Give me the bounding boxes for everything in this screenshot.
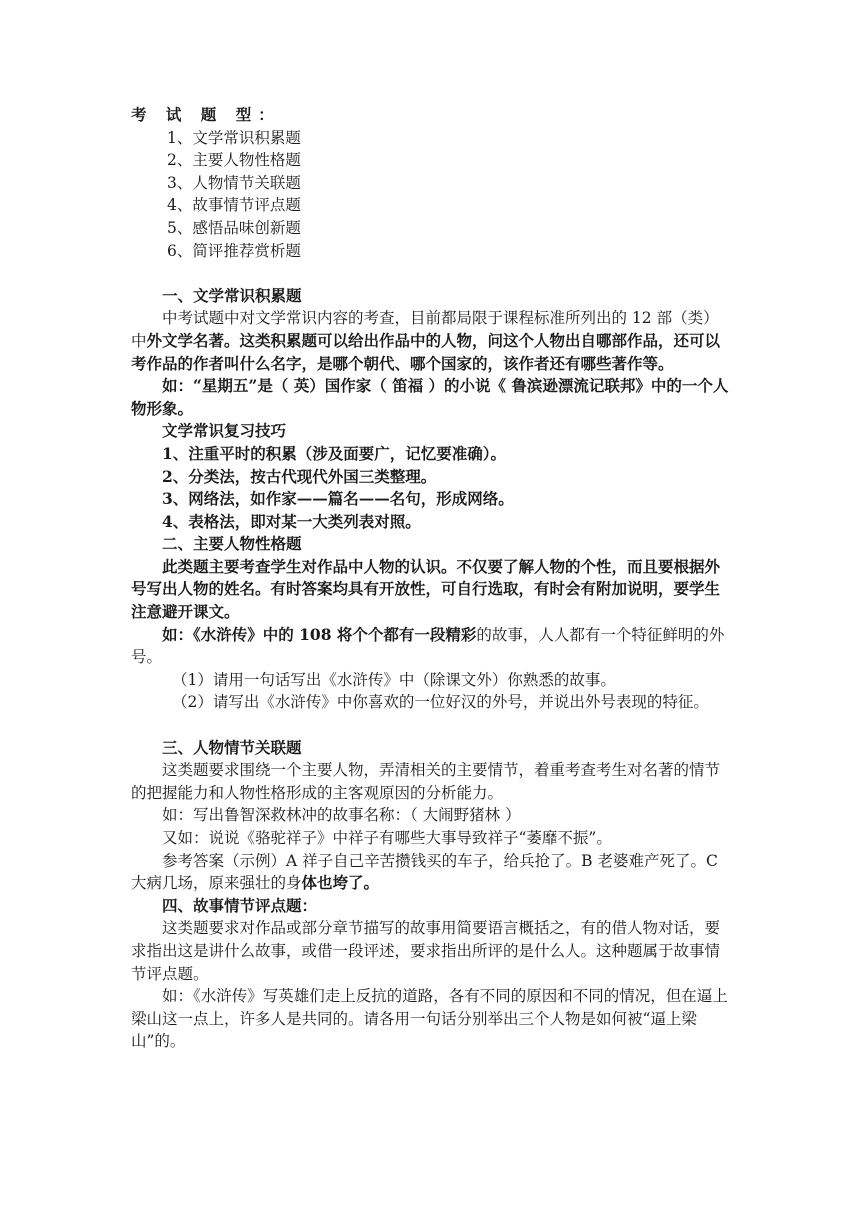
section1-paragraph-bold: 外文学名著。这类积累题可以给出作品中的人物，问这个人物出自哪部作品，还可以考作品的作者叫什么名字，是哪个朝代、哪个国家的，该作者还有哪些著作等。 bbox=[131, 330, 721, 373]
section2-example-bold: 如：《水浒传》中的 108 将个个都有一段精彩 bbox=[162, 624, 477, 644]
section4-example: 如：《水浒传》写英雄们走上反抗的道路，各有不同的原因和不同的情况，但在逼上梁山这一点上，许多人是共同的。请各用一句话分别举出三个人物是如何被“逼上梁山”的。 bbox=[131, 987, 728, 1051]
exam-type-item: 1、文学常识积累题 bbox=[167, 128, 301, 147]
blank-line bbox=[131, 262, 731, 285]
blank-line bbox=[131, 714, 731, 737]
exam-type-item: 4、故事情节评点题 bbox=[167, 196, 301, 215]
section2-heading: 二、主要人物性格题 bbox=[162, 534, 302, 554]
tips-heading: 文学常识复习技巧 bbox=[162, 421, 287, 441]
exam-type-item: 3、人物情节关联题 bbox=[167, 173, 301, 192]
section4-paragraph: 这类题要求对作品或部分章节描写的故事用简要语言概括之，有的借人物对话，要求指出这是讲什么故事，或借一段评述，要求指出所评的是什么人。这种题属于故事情节评点题。 bbox=[131, 919, 721, 983]
section1-heading: 一、文学常识积累题 bbox=[162, 285, 302, 305]
section3-heading: 三、人物情节关联题 bbox=[162, 737, 302, 757]
exam-type-item: 2、主要人物性格题 bbox=[167, 151, 301, 170]
exam-type-item: 5、感悟品味创新题 bbox=[167, 218, 301, 237]
section1-paragraph-normal: 中考试题中对文学常识内容的考查，目前都局限于课程标准所列出的 12 部（类）中 bbox=[131, 309, 719, 350]
tip-item: 1、注重平时的积累（涉及面要广，记忆要准确）。 bbox=[162, 443, 507, 463]
section3-answer bbox=[131, 850, 731, 895]
section3-answer-normal: 参考答案（示例）A 祥子自己辛苦攒钱买的车子，给兵抢了。B 老婆难产死了。C 大病几场，原来强壮的身 bbox=[131, 851, 718, 893]
section4-heading: 四、故事情节评点题： bbox=[162, 895, 318, 915]
section3-example: 又如：说说《骆驼祥子》中祥子有哪些大事导致祥子“萎靡不振”。 bbox=[162, 829, 612, 847]
section2-paragraph: 此类题主要考查学生对作品中人物的认识。不仅要了解人物的个性，而且要根据外号写出人物的姓名。有时答案均具有开放性，可自行选取，有时会有附加说明，要学生注意避开课文。 bbox=[131, 556, 721, 622]
section1-example: 如：“星期五”是（ 英）国作家（ 笛福 ）的小说《 鲁滨逊漂流记联邦》中的一个人物形象。 bbox=[131, 376, 729, 418]
exam-types-heading: 考 试 题 型： bbox=[131, 105, 281, 124]
section3-answer-bold: 体也垮了。 bbox=[301, 873, 380, 893]
document-body bbox=[131, 104, 731, 1053]
section2-question: （2）请写出《水浒传》中你喜欢的一位好汉的外号，并说出外号表现的特征。 bbox=[172, 693, 709, 712]
tip-item: 2、分类法，按古代现代外国三类整理。 bbox=[162, 466, 437, 486]
section3-example: 如：写出鲁智深救林冲的故事名称：（ 大闹野猪林 ） bbox=[162, 806, 521, 825]
exam-type-item: 6、简评推荐赏析题 bbox=[167, 241, 301, 260]
section2-question: （1）请用一句话写出《水浒传》中（除课文外）你熟悉的故事。 bbox=[172, 670, 616, 689]
tip-item: 3、网络法，如作家——篇名——名句，形成网络。 bbox=[162, 489, 514, 509]
section1-paragraph bbox=[131, 307, 731, 375]
section2-example bbox=[131, 624, 731, 669]
tip-item: 4、表格法，即对某一大类列表对照。 bbox=[162, 511, 421, 531]
section3-paragraph: 这类题要求围绕一个主要人物，弄清相关的主要情节，着重考查考生对名著的情节的把握能力和人物性格形成的主客观原因的分析能力。 bbox=[131, 761, 721, 802]
section2-example-normal: 的故事，人人都有一个特征鲜明的外号。 bbox=[131, 625, 725, 667]
